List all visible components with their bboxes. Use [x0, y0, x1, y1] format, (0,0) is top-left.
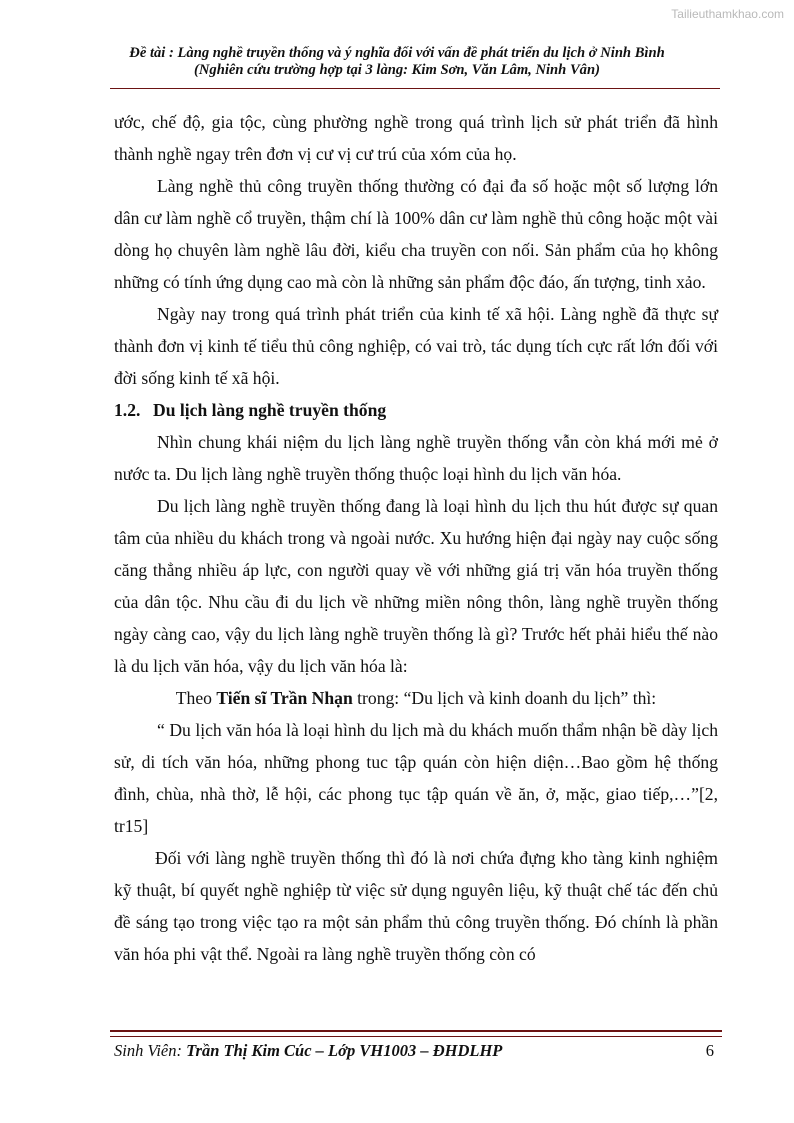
- header-title: Đề tài : Làng nghề truyền thống và ý nghĩa đối với vấn đề phát triển du lịch ở Ninh Bình: [129, 45, 665, 61]
- citation-prefix: Theo: [175, 688, 212, 708]
- paragraph: Du lịch làng nghề truyền thống đang là loại hình du lịch thu hút được sự quan tâm của nhiều du khách trong và ngoài nước. Xu hướng hiện đại ngày nay cuộc sống căng thẳng nhiều áp lực, con người quay về với những giá trị văn hóa truyền thống của dân tộc. Nhu cầu đi du lịch về những miền nông thôn, làng nghề truyền thống ngày càng cao, vậy du lịch làng nghề truyền thống là gì? Trước hết phải hiểu thế nào là du lịch văn hóa, vậy du lịch văn hóa là:: [114, 496, 718, 676]
- citation-author: Tiến sĩ Trần Nhạn: [216, 688, 353, 708]
- quote-paragraph: “ Du lịch văn hóa là loại hình du lịch mà du khách muốn thẩm nhận bề dày lịch sử, di tích văn hóa, những phong tuc tập quán còn hiện diện…Bao gồm hệ thống đình, chùa, nhà thờ, lễ hội, các phong tục tập quán về ăn, ở, mặc, giao tiếp,…”[2, tr15]: [114, 720, 718, 836]
- citation-line: [114, 682, 718, 714]
- footer-rule-thick: [110, 1030, 722, 1032]
- footer-rule-thin: [110, 1036, 722, 1037]
- paragraph: Đối với làng nghề truyền thống thì đó là nơi chứa đựng kho tàng kinh nghiệm kỹ thuật, bí quyết nghề nghiệp từ việc sử dụng nguyên liệu, kỹ thuật chế tác đến chủ đề sáng tạo trong việc tạo ra một sản phẩm thủ công truyền thống. Đó chính là phần văn hóa phi vật thể. Ngoài ra làng nghề truyền thống còn có: [114, 848, 718, 964]
- footer-label: Sinh Viên:: [114, 1041, 182, 1060]
- section-heading: [114, 394, 718, 426]
- watermark: Tailieuthamkhao.com: [671, 7, 784, 21]
- document-body: [114, 106, 718, 970]
- footer-student: Trần Thị Kim Cúc – Lớp VH1003 – ĐHDLHP: [186, 1041, 503, 1060]
- page-number: 6: [705, 1041, 714, 1060]
- section-title: Du lịch làng nghề truyền thống: [153, 400, 387, 420]
- header-subtitle: (Nghiên cứu trường hợp tại 3 làng: Kim Sơn, Văn Lâm, Ninh Vân): [194, 62, 600, 78]
- header-rule: [110, 88, 720, 89]
- paragraph: Nhìn chung khái niệm du lịch làng nghề truyền thống vẫn còn khá mới mẻ ở nước ta. Du lịch làng nghề truyền thống thuộc loại hình du lịch văn hóa.: [114, 432, 718, 484]
- paragraph: Ngày nay trong quá trình phát triển của kinh tế xã hội. Làng nghề đã thực sự thành đơn vị kinh tế tiểu thủ công nghiệp, có vai trò, tác dụng tích cực rất lớn đối với đời sống kinh tế xã hội.: [114, 304, 718, 388]
- citation-suffix: trong: “Du lịch và kinh doanh du lịch” thì:: [357, 688, 657, 708]
- page-header: [60, 45, 734, 79]
- paragraph: Làng nghề thủ công truyền thống thường có đại đa số hoặc một số lượng lớn dân cư làm nghề cổ truyền, thậm chí là 100% dân cư làm nghề thủ công hoặc một vài dòng họ chuyên làm nghề lâu đời, kiểu cha truyền con nối. Sản phẩm của họ không những có tính ứng dụng cao mà còn là những sản phẩm độc đáo, ấn tượng, tinh xảo.: [114, 176, 718, 292]
- paragraph: ước, chế độ, gia tộc, cùng phường nghề trong quá trình lịch sử phát triển đã hình thành nghề ngay trên đơn vị cư vị cư trú của xóm của họ.: [114, 112, 718, 164]
- page-footer: [114, 1041, 714, 1061]
- section-number: 1.2.: [114, 400, 141, 420]
